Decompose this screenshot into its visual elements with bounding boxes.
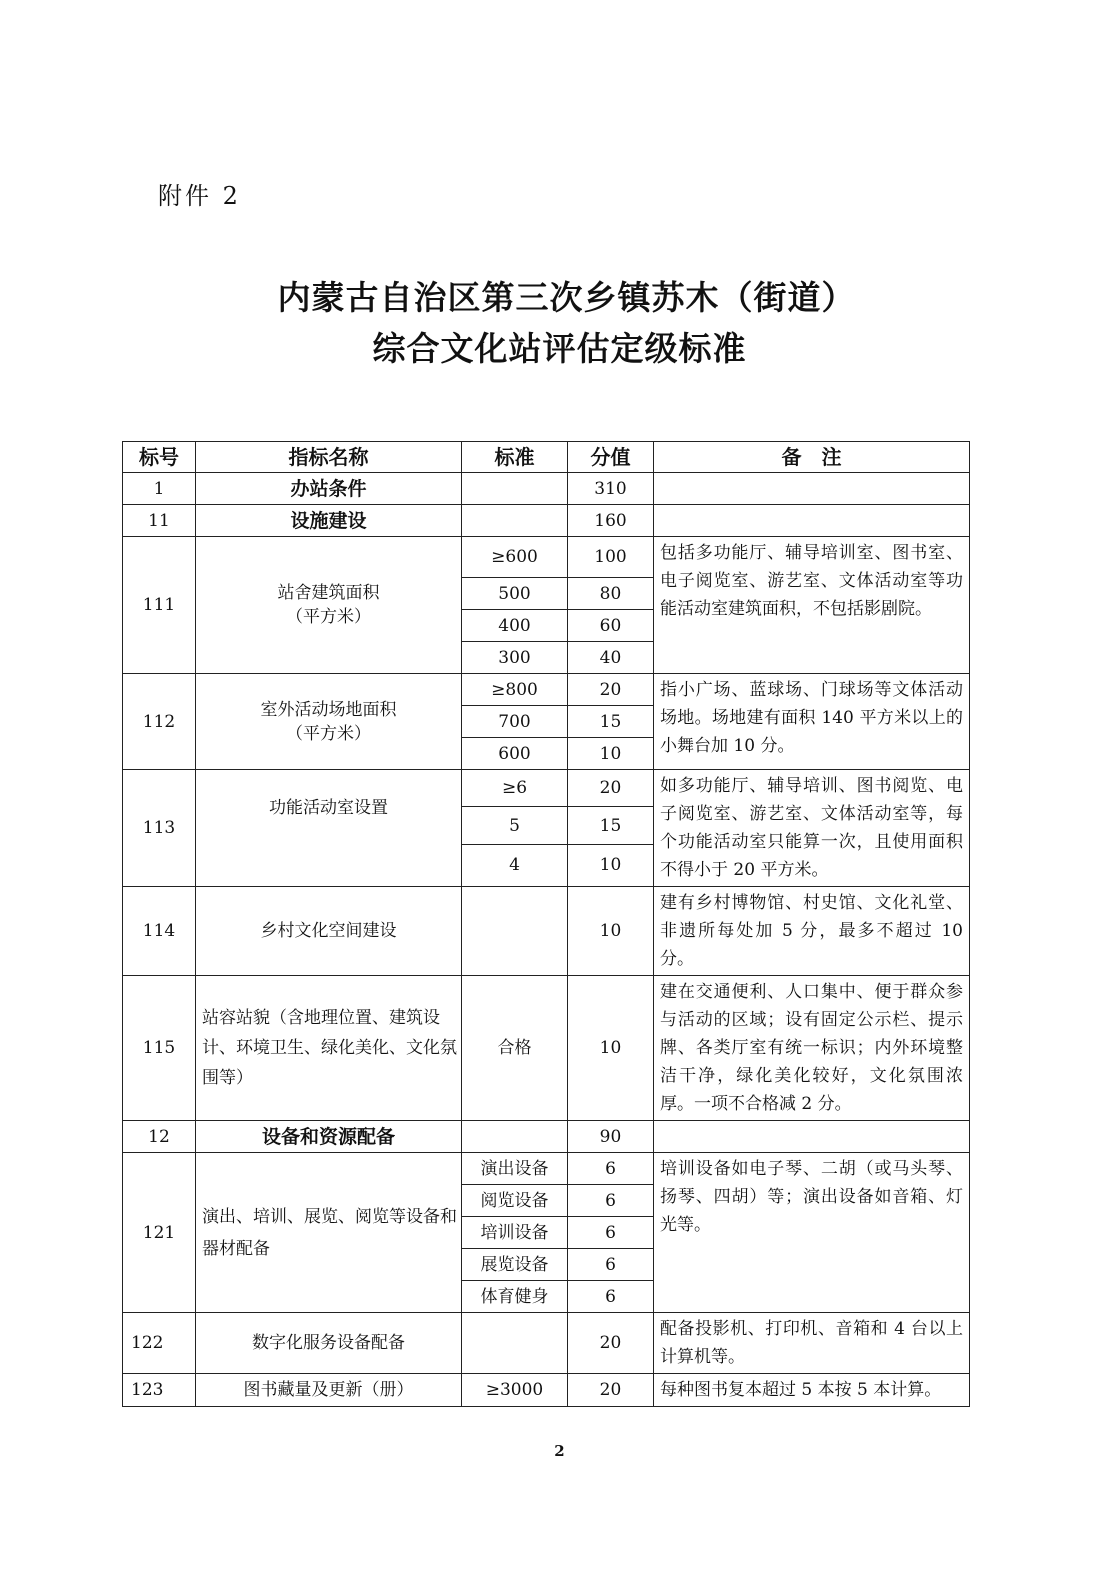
row-note — [654, 505, 970, 537]
row-name: 乡村文化空间建设 — [196, 887, 462, 976]
header-id: 标号 — [123, 442, 196, 473]
row-standard: 展览设备 — [462, 1249, 568, 1281]
row-id: 112 — [123, 674, 196, 770]
table-row — [123, 976, 970, 1121]
table-header-row — [123, 442, 970, 473]
document-title-line1: 内蒙古自治区第三次乡镇苏木（街道） — [277, 278, 856, 317]
table-row — [123, 1153, 970, 1185]
row-name: 图书藏量及更新（册） — [196, 1374, 462, 1407]
row-score: 60 — [568, 610, 654, 642]
row-note: 如多功能厅、辅导培训、图书阅览、电子阅览室、游艺室、文体活动室等，每个功能活动室只能算一次，且使用面积不得小于 20 平方米。 — [654, 770, 970, 887]
row-name-unit: （平方米） — [286, 607, 371, 627]
row-standard: ≥800 — [462, 674, 568, 706]
row-score: 160 — [568, 505, 654, 537]
row-standard: 600 — [462, 738, 568, 770]
row-score: 15 — [568, 706, 654, 738]
row-score: 10 — [568, 738, 654, 770]
table-row — [123, 1313, 970, 1374]
row-score: 6 — [568, 1185, 654, 1217]
table-row — [123, 1121, 970, 1153]
row-id: 12 — [123, 1121, 196, 1153]
row-name: 站容站貌（含地理位置、建筑设计、环境卫生、绿化美化、文化氛围等） — [196, 976, 462, 1121]
row-score: 90 — [568, 1121, 654, 1153]
row-standard: 5 — [462, 807, 568, 844]
row-score: 20 — [568, 1374, 654, 1407]
row-name: 设施建设 — [196, 505, 462, 537]
row-note: 包括多功能厅、辅导培训室、图书室、电子阅览室、游艺室、文体活动室等功能活动室建筑面积，不包括影剧院。 — [654, 537, 970, 674]
row-standard: 300 — [462, 642, 568, 674]
row-standard: 400 — [462, 610, 568, 642]
row-score: 80 — [568, 578, 654, 610]
row-standard: 4 — [462, 844, 568, 886]
row-note: 建有乡村博物馆、村史馆、文化礼堂、非遗所每处加 5 分，最多不超过 10 分。 — [654, 887, 970, 976]
row-note — [654, 1121, 970, 1153]
row-score: 10 — [568, 844, 654, 886]
row-standard: ≥3000 — [462, 1374, 568, 1407]
row-standard — [462, 1313, 568, 1374]
standards-table — [122, 441, 970, 1407]
row-name — [196, 537, 462, 674]
table-row — [123, 1374, 970, 1407]
table-row — [123, 674, 970, 706]
table-row — [123, 770, 970, 807]
header-note: 备 注 — [654, 442, 970, 473]
row-name-unit: （平方米） — [286, 723, 371, 744]
row-name: 数字化服务设备配备 — [196, 1313, 462, 1374]
table-row — [123, 887, 970, 976]
row-score: 40 — [568, 642, 654, 674]
row-standard: 体育健身 — [462, 1281, 568, 1313]
row-id: 114 — [123, 887, 196, 976]
row-name-text: 站舍建筑面积 — [277, 583, 380, 603]
row-note: 建在交通便利、人口集中、便于群众参与活动的区域；设有固定公示栏、提示牌、各类厅室有统一标识；内外环境整洁干净，绿化美化较好，文化氛围浓厚。一项不合格减 2 分。 — [654, 976, 970, 1121]
row-name: 设备和资源配备 — [196, 1121, 462, 1153]
row-name: 办站条件 — [196, 473, 462, 505]
row-score: 100 — [568, 537, 654, 578]
table-row — [123, 537, 970, 578]
document-title-line2: 综合文化站评估定级标准 — [372, 329, 747, 368]
table-row — [123, 505, 970, 537]
row-id: 115 — [123, 976, 196, 1121]
row-standard: 合格 — [462, 976, 568, 1121]
row-score: 6 — [568, 1217, 654, 1249]
row-note: 每种图书复本超过 5 本按 5 本计算。 — [654, 1374, 970, 1407]
row-note: 培训设备如电子琴、二胡（或马头琴、扬琴、四胡）等；演出设备如音箱、灯光等。 — [654, 1153, 970, 1313]
row-name: 功能活动室设置 — [196, 770, 462, 887]
row-note: 指小广场、蓝球场、门球场等文体活动场地。场地建有面积 140 平方米以上的小舞台加 10 分。 — [654, 674, 970, 770]
row-standard: ≥600 — [462, 537, 568, 578]
header-standard: 标准 — [462, 442, 568, 473]
row-standard: 700 — [462, 706, 568, 738]
row-id: 121 — [123, 1153, 196, 1313]
row-standard: 培训设备 — [462, 1217, 568, 1249]
row-score: 20 — [568, 674, 654, 706]
row-name: 演出、培训、展览、阅览等设备和器材配备 — [196, 1153, 462, 1313]
row-score: 6 — [568, 1249, 654, 1281]
row-name — [196, 674, 462, 770]
row-standard: 阅览设备 — [462, 1185, 568, 1217]
row-name-text: 室外活动场地面积 — [260, 699, 397, 720]
row-id: 113 — [123, 770, 196, 887]
row-standard: 演出设备 — [462, 1153, 568, 1185]
row-id: 1 — [123, 473, 196, 505]
row-score: 10 — [568, 976, 654, 1121]
table-row — [123, 473, 970, 505]
row-standard: ≥6 — [462, 770, 568, 807]
row-note: 配备投影机、打印机、音箱和 4 台以上计算机等。 — [654, 1313, 970, 1374]
row-standard — [462, 1121, 568, 1153]
row-score: 15 — [568, 807, 654, 844]
row-standard — [462, 887, 568, 976]
attachment-label: 附件 2 — [158, 182, 241, 210]
row-standard — [462, 473, 568, 505]
row-id: 111 — [123, 537, 196, 674]
header-score: 分值 — [568, 442, 654, 473]
row-score: 20 — [568, 1313, 654, 1374]
row-score: 6 — [568, 1281, 654, 1313]
page-number: 2 — [554, 1442, 565, 1460]
row-standard: 500 — [462, 578, 568, 610]
row-score: 10 — [568, 887, 654, 976]
header-name: 指标名称 — [196, 442, 462, 473]
row-note — [654, 473, 970, 505]
row-standard — [462, 505, 568, 537]
row-score: 20 — [568, 770, 654, 807]
row-id: 122 — [123, 1313, 196, 1374]
row-id: 11 — [123, 505, 196, 537]
row-score: 310 — [568, 473, 654, 505]
row-score: 6 — [568, 1153, 654, 1185]
row-id: 123 — [123, 1374, 196, 1407]
